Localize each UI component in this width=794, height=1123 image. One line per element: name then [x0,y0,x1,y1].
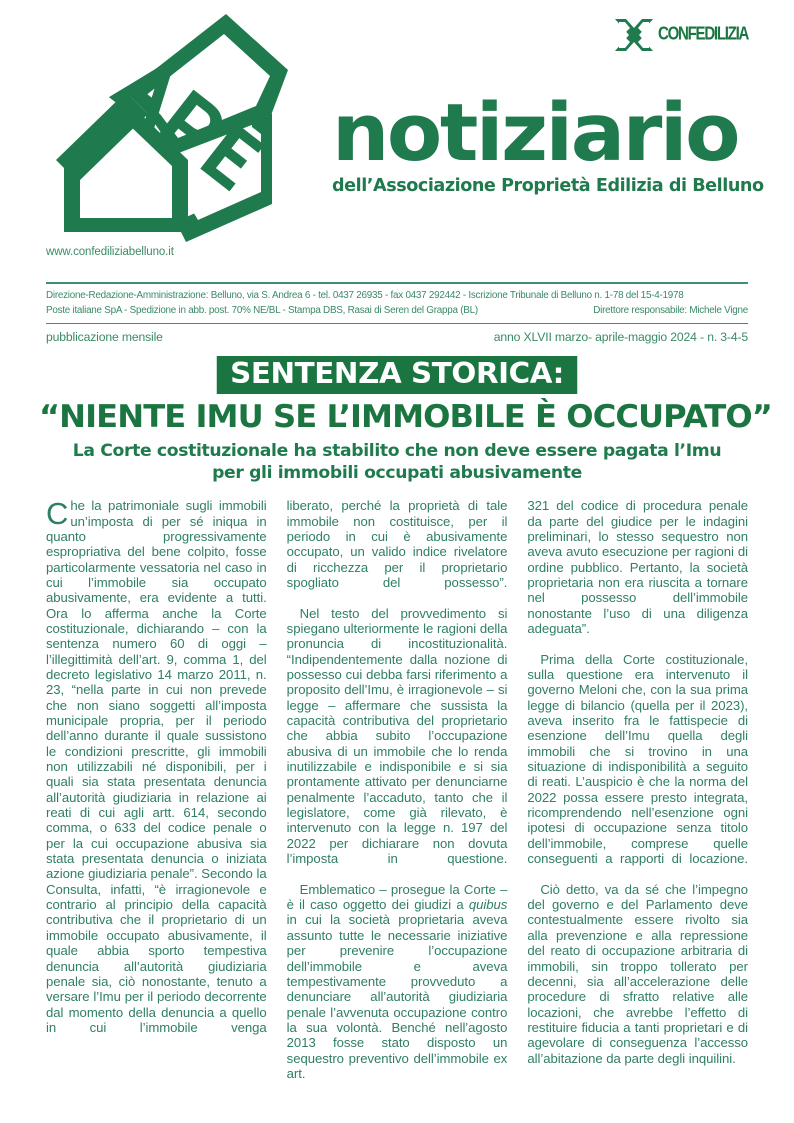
imprint-block [46,282,748,348]
issue-bar [46,324,748,348]
article-column-1 [46,498,267,1110]
paragraph: 321 del codice di procedura penale da parte del giudice per le indagini preliminari, lo stesso sequestro non aveva avuto esecuzione per ragioni di ordine pubblico. Pertanto, la società proprietaria non era riuscita a tornare nel possesso dell’immobile nonostante l’uso di una diligenza adeguata”. [527,498,749,636]
imprint-line-1: Direzione-Redazione-Amministrazione: Belluno, via S. Andrea 6 - tel. 0437 26935 - fax 0437 292442 - Iscrizione Tribunale di Belluno n. 1-78 del 15-4-1978 [46,290,684,301]
issue-label: anno XLVII marzo- aprile-maggio 2024 - n. 3-4-5 [493,329,748,344]
paragraph [287,882,508,1097]
deck-line-1: La Corte costituzionale ha stabilito che non deve essere pagata l’Imu [72,441,722,462]
confedilizia-mark-icon [614,18,654,52]
drop-cap: C [46,496,69,532]
article-column-2 [287,498,508,1110]
masthead-subtitle: dell’Associazione Proprietà Edilizia di Belluno [332,176,764,197]
ape-house-logo [56,14,306,242]
imprint-line-2-left: Poste italiane SpA - Spedizione in abb. post. 70% NE/BL - Stampa DBS, Rasai di Seren del Grappa (BL) [46,305,478,317]
website-url[interactable]: www.confediliziabelluno.it [46,246,174,258]
confedilizia-logo [614,12,749,58]
imprint-director: Direttore responsabile: Michele Vigne [593,305,748,317]
headline-deck [46,441,748,484]
paragraph-text: he la patrimoniale sugli immobili un’imposta di per sé iniqua in quanto progressivamente espropriativa del bene colpito, fosse particolarmente vessatoria nel caso in cui l’immobile sia occupato abusivamente, era evidente a tutti. Ora lo afferma anche la Corte costituzionale, dichiarando – con la sentenza numero 60 di oggi – l’illegittimità dell’art. 9, comma 1, del decreto legislativo 14 marzo 2011, n. 23, “nella parte in cui non prevede che non siano soggetti all’imposta municipale propria, per il periodo dell’anno durante il quale sussistono le condizioni prescritte, gli immobili non utilizzabili né disponibili, per i quali sia stata presentata denuncia all’autorità giudiziaria in relazione ai reati di cui agli artt. 614, secondo comma, o 633 del codice penale o per la cui occupazione abusiva sia stata presentata denuncia o iniziata azione giudiziaria penale”. Secondo la Consulta, infatti, “è irragionevole e contrario al principio della capacità contributiva che il proprietario di un immobile occupato abusivamente, il quale abbia sporto tempestiva denuncia all’autorità giudiziaria penale sia, ciò nonostante, tenuto a versare l’Imu per il periodo decorrente dal momento della denuncia a quello in cui l’immobile venga [46,498,267,1035]
latin-term: quibus [468,897,508,913]
periodicity-label: pubblicazione mensile [46,329,163,344]
confedilizia-wordmark: CONFEDILIZIA [658,24,749,45]
headline-block [38,356,772,485]
paragraph-text-a: Emblematico – prosegue la Corte – è il caso oggetto dei giudizi a [286,881,508,913]
paragraph-text-b: in cui la società proprietaria aveva assunto tutte le necessarie iniziative per prevenire l’occupazione dell’immobile e aveva tempestivamente provveduto a denunciare all’autorità giudiziaria penale l’avvenuta occupazione contro la sua volontà. Benché nell’agosto 2013 fosse stato disposto un sequestro preventivo dell’immobile ex art. [286,912,508,1081]
headline-title: “NIENTE IMU SE L’IMMOBILE È OCCUPATO” [38,399,772,436]
paragraph: liberato, perché la proprietà di tale immobile non costituisce, per il periodo in cui è abusivamente occupato, un valido indice rivelatore di ricchezza per il proprietario spogliato del possesso”. [286,498,508,590]
deck-line-2: per gli immobili occupati abusivamente [212,462,582,483]
paragraph [46,498,267,1050]
paragraph: Prima della Corte costituzionale, sulla questione era intervenuto il governo Meloni che, con la sua prima legge di bilancio (quella per il 2023), aveva inserito fra le fattispecie di esenzione dell’Imu quella degli immobili che si trovino in una situazione di indisponibilità a seguito di reati. L’auspicio è che la norma del 2022 possa essere presto integrata, ricomprendendo nell’esenzione ogni ipotesi di occupazione senza titolo dell’immobile, comprese quelle conseguenti a rapporti di locazione. [527,651,749,867]
paragraph: Ciò detto, va da sé che l’impegno del governo e del Parlamento deve contestualmente essere rivolto sia alla prevenzione e alla repressione del reato di occupazione arbitraria di immobili, sin troppo tollerato per decenni, sia all’accelerazione delle procedure di sfratto relative alle locazioni, che avrebbe l’effetto di restituire fiducia a tanti proprietari e di agevolare di conseguenza l’accesso all’abitazione da parte degli inquilini. [527,881,749,1066]
masthead [46,0,764,282]
paragraph: Nel testo del provvedimento si spiegano ulteriormente le ragioni della pronuncia di incostituzionalità. “Indipendentemente dalla nozione di possesso cui debba farsi riferimento a proposito dell’Imu, è irragionevole – si legge – affermare che sussista la capacità contributiva del proprietario che abbia subito l’occupazione abusiva di un immobile che lo renda inutilizzabile e indisponibile e si sia prontamente attivato per denunciarne penalmente l’accaduto, tanto che il legislatore, come già rilevato, è intervenuto con la legge n. 197 del 2022 per dichiarare non dovuta l’imposta in questione. [286,605,508,867]
masthead-title-block [332,87,764,197]
article-columns [46,498,748,1110]
imprint-line-2 [46,303,748,318]
headline-kicker: SENTENZA STORICA: [217,356,578,395]
page-title: notiziario [332,87,739,179]
article-column-3 [527,498,748,1110]
